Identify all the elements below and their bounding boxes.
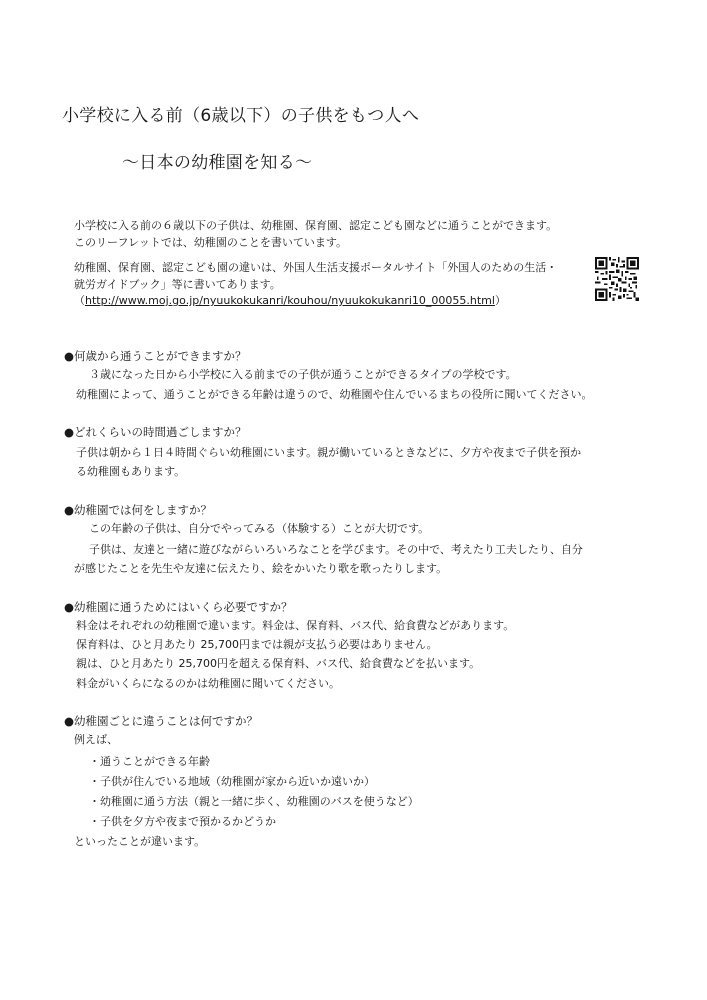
- section-text: ３歳になった日から小学校に入る前までの子供が通うことができるタイプの学校です。: [89, 368, 517, 381]
- section-text: 子供は朝から１日４時間ぐらい幼稚園にいます。親が働いているときなどに、夕方や夜まで子供を預か: [76, 446, 582, 459]
- section-heading-activities: ●幼稚園では何をしますか？: [64, 503, 213, 517]
- list-item: ・子供が住んでいる地域（幼稚園が家から近いか遠いか）: [89, 775, 375, 788]
- section-text: る幼稚園もあります。: [76, 465, 186, 478]
- intro-line-2: このリーフレットでは、幼稚園のことを書いています。: [74, 236, 348, 249]
- page-subtitle: ～日本の幼稚園を知る～: [122, 153, 313, 173]
- section-text: 保育料は、ひと月あたり 25,700円までは親が支払う必要はありません。: [76, 638, 438, 651]
- url-close-paren: ）: [494, 294, 506, 307]
- intro-url-line: [74, 294, 506, 308]
- section-heading-cost: ●幼稚園に通うためにはいくら必要ですか？: [64, 600, 293, 614]
- qr-code-icon: [595, 257, 639, 301]
- section-heading-age: ●何歳から通うことができますか？: [64, 349, 247, 363]
- section-text: 料金がいくらになるのかは幼稚園に聞いてください。: [76, 677, 340, 690]
- url-open-paren: （: [74, 294, 85, 307]
- section-text: この年齢の子供は、自分でやってみる（体験する）ことが大切です。: [89, 522, 430, 535]
- section-text: が感じたことを先生や友達に伝えたり、絵をかいたり歌を歌ったりします。: [74, 562, 448, 575]
- section-text: 幼稚園によって、通うことができる年齢は違うので、幼稚園や住んでいるまちの役所に聞いてください。: [76, 388, 593, 401]
- section-heading-hours: ●どれくらいの時間過ごしますか？: [64, 425, 247, 439]
- section-text: 子供は、友達と一緒に遊びながらいろいろなことを学びます。その中で、考えたり工夫したり、自分: [89, 543, 583, 556]
- page-title: 小学校に入る前（6歳以下）の子供をもつ人へ: [62, 106, 420, 126]
- intro-line-4: 就労ガイドブック」等に書いてあります。: [74, 278, 281, 291]
- section-text: 例えば、: [74, 733, 118, 746]
- section-text: といったことが違います。: [74, 835, 206, 848]
- list-item: ・子供を夕方や夜まで預かるかどうか: [89, 815, 276, 828]
- intro-line-3: 幼稚園、保育園、認定こども園の違いは、外国人生活支援ポータルサイト「外国人のための生活・: [74, 261, 558, 274]
- list-item: ・幼稚園に通う方法（親と一緒に歩く、幼稚園のバスを使うなど）: [89, 795, 419, 808]
- section-text: 料金はそれぞれの幼稚園で違います。料金は、保育料、バス代、給食費などがあります。: [76, 619, 515, 632]
- intro-line-1: 小学校に入る前の６歳以下の子供は、幼稚園、保育園、認定こども園などに通うことができます。: [74, 219, 558, 232]
- section-heading-differences: ●幼稚園ごとに違うことは何ですか？: [64, 714, 259, 728]
- guidebook-link[interactable]: http://www.moj.go.jp/nyuukokukanri/kouhou/nyuukokukanri10_00055.html: [85, 294, 495, 307]
- list-item: ・通うことができる年齢: [89, 755, 210, 768]
- section-text: 親は、ひと月あたり 25,700円を超える保育料、バス代、給食費などを払います。: [76, 657, 481, 670]
